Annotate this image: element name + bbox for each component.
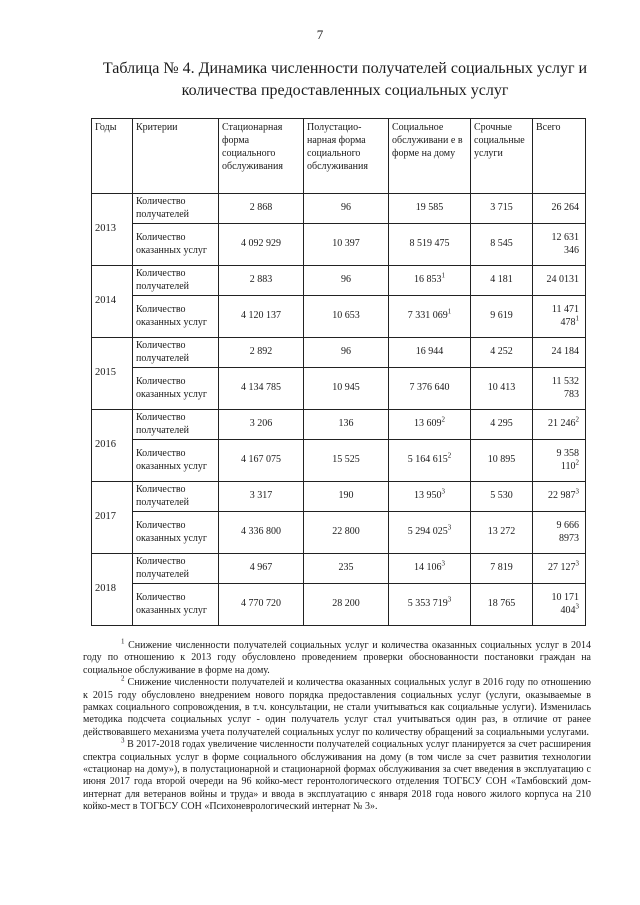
column-header-urgent: Срочные социальные услуги [471, 119, 533, 194]
footnote-text: В 2017-2018 годах увеличение численности получателей социальных услуг планируется за счет расширения спектра социальных услуг в форме социального обслуживания на дому (в том числе за счет развития технологии «стационар на дому»), в полустационарной и стационарной формах обслуживания за счет введения в эксплуатацию с июня 2017 года второй очереди на 96 койко-мест геронтологического отделения ТОГБСУ СОН «Тамбовский дом-интернат для ветеранов войны и труда» и ввода в эксплуатацию с января 2018 года нового жилого корпуса на 210 койко-мест в ТОГБСУ СОН «Психоневрологический интернат № 3». [83, 739, 591, 813]
home-service-cell [389, 338, 471, 368]
home-service-cell [389, 482, 471, 512]
home-service-cell-value: 5 353 719 [407, 598, 448, 610]
urgent-cell-value: 7 819 [490, 562, 513, 574]
semi-inpatient-cell-value: 10 945 [332, 382, 360, 394]
footnote-mark: 1 [121, 637, 125, 646]
urgent-cell-value: 18 765 [487, 598, 516, 610]
total-cell [533, 368, 586, 410]
total-cell-value: 24 0131 [546, 274, 579, 286]
total-cell-value: 11 532 783 [551, 376, 579, 400]
footnote-ref: 3 [575, 487, 579, 496]
footnote-mark: 3 [121, 736, 125, 745]
inpatient-cell [219, 554, 304, 584]
criterion-cell: Количество получателей [133, 482, 219, 512]
urgent-cell [471, 224, 533, 266]
criterion-cell: Количество получателей [133, 554, 219, 584]
footnote-ref: 2 [575, 415, 579, 424]
semi-inpatient-cell [304, 296, 389, 338]
column-header-criteria: Критерии [133, 119, 219, 194]
semi-inpatient-cell [304, 512, 389, 554]
total-cell-value: 27 127 [548, 562, 576, 574]
total-cell-value: 21 246 [548, 418, 576, 430]
column-header-inpatient: Стационарная форма социального обслуживания [219, 119, 304, 194]
home-service-cell [389, 512, 471, 554]
total-cell-value: 26 264 [551, 202, 579, 214]
urgent-cell-value: 9 619 [490, 310, 513, 322]
urgent-cell-value: 10 413 [487, 382, 516, 394]
criterion-cell: Количество оказанных услуг [133, 440, 219, 482]
criterion-cell: Количество получателей [133, 266, 219, 296]
footnote-ref: 2 [441, 415, 445, 424]
semi-inpatient-cell-value: 22 800 [332, 526, 360, 538]
total-cell-value: 22 987 [548, 490, 576, 502]
footnote-ref: 3 [441, 559, 445, 568]
home-service-cell-value: 8 519 475 [409, 238, 450, 250]
footnote-ref: 1 [575, 314, 579, 323]
urgent-cell [471, 296, 533, 338]
urgent-cell-value: 4 181 [490, 274, 513, 286]
semi-inpatient-cell [304, 266, 389, 296]
inpatient-cell-value: 4 336 800 [241, 526, 281, 538]
inpatient-cell [219, 194, 304, 224]
home-service-cell-value: 19 585 [415, 202, 444, 214]
table-row [92, 410, 586, 440]
table-row [92, 482, 586, 512]
footnote-text: Снижение численности получателей и количества оказанных социальных услуг в 2016 году по отношению к 2015 году обусловлено внедрением нового порядка предоставления социальных услуг (услуги, оказываемые в рамках социального сопровождения, в т.ч. консультации, не стали учитываться как социальные услуги). Изменилась методика подсчета социальных услуг - один получатель услуг стал учитываться один раз, в отличие от ранее действовавшего механизма учета получателей социальных услуг по количеству обращений за социальными услугами. [83, 677, 591, 738]
total-cell [533, 584, 586, 626]
home-service-cell [389, 368, 471, 410]
criterion-cell: Количество оказанных услуг [133, 296, 219, 338]
urgent-cell [471, 512, 533, 554]
footnotes [83, 637, 591, 814]
urgent-cell [471, 410, 533, 440]
urgent-cell-value: 4 295 [490, 418, 513, 430]
inpatient-cell [219, 512, 304, 554]
inpatient-cell-value: 2 883 [249, 274, 273, 286]
table-row [92, 266, 586, 296]
semi-inpatient-cell-value: 10 397 [332, 238, 360, 250]
total-cell [533, 410, 586, 440]
urgent-cell-value: 13 272 [487, 526, 516, 538]
total-cell [533, 194, 586, 224]
home-service-cell-value: 7 376 640 [409, 382, 450, 394]
footnote-ref: 3 [447, 595, 452, 604]
criterion-cell: Количество оказанных услуг [133, 512, 219, 554]
footnote-ref: 3 [575, 602, 579, 611]
semi-inpatient-cell [304, 194, 389, 224]
home-service-cell-value: 16 853 [414, 274, 442, 286]
criterion-cell: Количество получателей [133, 410, 219, 440]
column-header-semi-inpatient: Полустацио-нарная форма социального обслуживания [304, 119, 389, 194]
total-cell-value: 9 358 110 [556, 448, 579, 472]
table-row [92, 512, 586, 554]
criterion-cell: Количество оказанных услуг [133, 368, 219, 410]
home-service-cell [389, 296, 471, 338]
table-body [92, 194, 586, 626]
home-service-cell-value: 16 944 [415, 346, 444, 358]
home-service-cell [389, 410, 471, 440]
semi-inpatient-cell [304, 368, 389, 410]
criterion-cell: Количество оказанных услуг [133, 224, 219, 266]
home-service-cell [389, 440, 471, 482]
semi-inpatient-cell-value: 15 525 [332, 454, 360, 466]
total-cell-value: 9 666 8973 [556, 520, 579, 544]
total-cell [533, 296, 586, 338]
year-cell: 2013 [92, 194, 133, 266]
home-service-cell [389, 554, 471, 584]
footnote-ref: 3 [575, 559, 579, 568]
table-row [92, 554, 586, 584]
total-cell-value: 10 171 404 [551, 592, 579, 616]
year-cell: 2016 [92, 410, 133, 482]
home-service-cell [389, 584, 471, 626]
inpatient-cell-value: 4 770 720 [241, 598, 281, 610]
home-service-cell-value: 13 950 [414, 490, 442, 502]
semi-inpatient-cell-value: 235 [338, 562, 354, 574]
inpatient-cell [219, 482, 304, 512]
urgent-cell-value: 5 530 [490, 490, 513, 502]
home-service-cell [389, 224, 471, 266]
page-number: 7 [316, 27, 324, 42]
home-service-cell-value: 5 164 615 [407, 454, 448, 466]
semi-inpatient-cell-value: 136 [338, 418, 354, 430]
urgent-cell-value: 4 252 [490, 346, 513, 358]
inpatient-cell-value: 3 206 [249, 418, 273, 430]
urgent-cell [471, 584, 533, 626]
urgent-cell [471, 368, 533, 410]
table-row [92, 224, 586, 266]
semi-inpatient-cell-value: 28 200 [332, 598, 360, 610]
semi-inpatient-cell [304, 410, 389, 440]
table-row [92, 440, 586, 482]
urgent-cell [471, 482, 533, 512]
inpatient-cell-value: 2 868 [249, 202, 273, 214]
inpatient-cell-value: 4 967 [249, 562, 273, 574]
urgent-cell-value: 10 895 [487, 454, 516, 466]
urgent-cell-value: 3 715 [490, 202, 513, 214]
table-row [92, 296, 586, 338]
semi-inpatient-cell-value: 96 [341, 202, 351, 214]
urgent-cell [471, 338, 533, 368]
total-cell [533, 482, 586, 512]
total-cell [533, 266, 586, 296]
semi-inpatient-cell [304, 338, 389, 368]
total-cell [533, 440, 586, 482]
data-table [91, 118, 586, 626]
total-cell [533, 554, 586, 584]
inpatient-cell [219, 368, 304, 410]
year-cell: 2017 [92, 482, 133, 554]
semi-inpatient-cell [304, 224, 389, 266]
semi-inpatient-cell-value: 190 [338, 490, 354, 502]
column-header-total: Всего [533, 119, 586, 194]
column-header-years: Годы [92, 119, 133, 194]
inpatient-cell [219, 440, 304, 482]
table-row [92, 338, 586, 368]
semi-inpatient-cell [304, 482, 389, 512]
semi-inpatient-cell [304, 440, 389, 482]
semi-inpatient-cell-value: 10 653 [332, 310, 360, 322]
inpatient-cell [219, 410, 304, 440]
semi-inpatient-cell-value: 96 [341, 274, 351, 286]
criterion-cell: Количество оказанных услуг [133, 584, 219, 626]
footnote-ref: 2 [447, 451, 452, 460]
inpatient-cell-value: 2 892 [249, 346, 273, 358]
total-cell [533, 224, 586, 266]
footnote-text: Снижение численности получателей социальных услуг и количества оказанных социальных услуг в 2014 году по отношению к 2013 году обусловлено проведением проверки обоснованности постановки граждан на социальное обслуживание в форме на дому. [83, 640, 591, 676]
urgent-cell-value: 8 545 [490, 238, 513, 250]
footnote-3 [83, 736, 591, 813]
total-cell [533, 512, 586, 554]
inpatient-cell-value: 4 167 075 [241, 454, 281, 466]
table-header-row [92, 119, 586, 194]
year-cell: 2015 [92, 338, 133, 410]
inpatient-cell [219, 338, 304, 368]
column-header-home-service: Социальное обслуживани е в форме на дому [389, 119, 471, 194]
inpatient-cell [219, 224, 304, 266]
footnote-1 [83, 637, 591, 677]
total-cell-value: 24 184 [551, 346, 579, 358]
semi-inpatient-cell-value: 96 [341, 346, 351, 358]
footnote-ref: 1 [447, 307, 452, 316]
footnote-2 [83, 674, 591, 739]
year-cell: 2018 [92, 554, 133, 626]
footnote-ref: 2 [575, 458, 579, 467]
footnote-ref: 1 [441, 271, 445, 280]
table-row [92, 194, 586, 224]
total-cell-value: 11 471 478 [551, 304, 579, 328]
criterion-cell: Количество получателей [133, 338, 219, 368]
footnote-ref: 3 [447, 523, 452, 532]
total-cell [533, 338, 586, 368]
home-service-cell [389, 194, 471, 224]
home-service-cell-value: 14 106 [414, 562, 442, 574]
urgent-cell [471, 440, 533, 482]
footnote-ref: 3 [441, 487, 445, 496]
table-row [92, 368, 586, 410]
semi-inpatient-cell [304, 554, 389, 584]
home-service-cell-value: 5 294 025 [407, 526, 448, 538]
total-cell-value: 12 631 346 [551, 232, 579, 256]
semi-inpatient-cell [304, 584, 389, 626]
year-cell: 2014 [92, 266, 133, 338]
inpatient-cell-value: 3 317 [249, 490, 273, 502]
urgent-cell [471, 194, 533, 224]
inpatient-cell-value: 4 134 785 [241, 382, 281, 394]
inpatient-cell [219, 296, 304, 338]
inpatient-cell-value: 4 120 137 [241, 310, 281, 322]
table-title [60, 58, 630, 102]
urgent-cell [471, 266, 533, 296]
inpatient-cell [219, 266, 304, 296]
inpatient-cell-value: 4 092 929 [241, 238, 281, 250]
table-title-line-2: количества предоставленных социальных услуг [181, 82, 509, 99]
home-service-cell-value: 13 609 [414, 418, 442, 430]
table-title-line-1: Таблица № 4. Динамика численности получателей социальных услуг и [102, 60, 588, 77]
home-service-cell [389, 266, 471, 296]
table-row [92, 584, 586, 626]
home-service-cell-value: 7 331 069 [407, 310, 448, 322]
criterion-cell: Количество получателей [133, 194, 219, 224]
inpatient-cell [219, 584, 304, 626]
urgent-cell [471, 554, 533, 584]
footnote-mark: 2 [121, 674, 125, 683]
